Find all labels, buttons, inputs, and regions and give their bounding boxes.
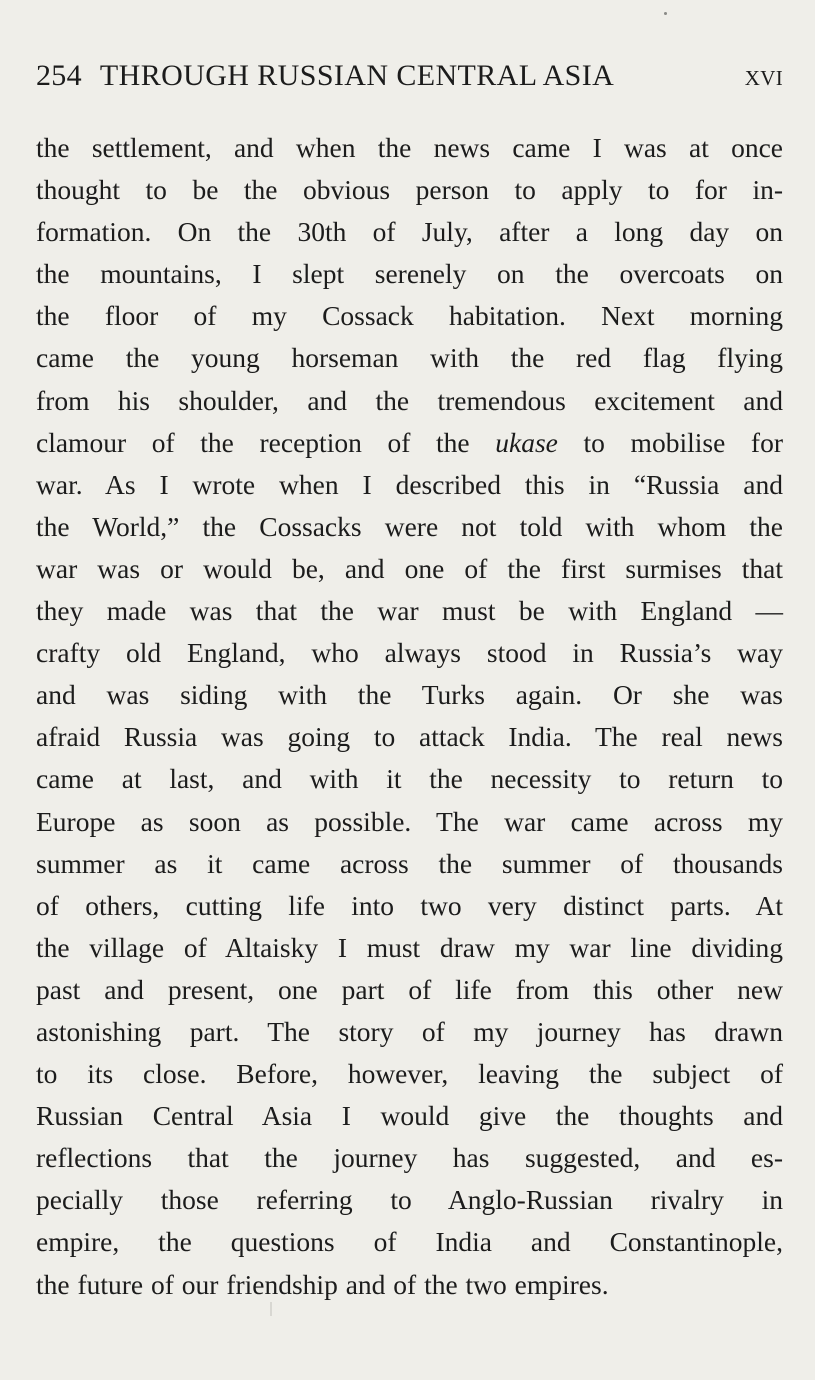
- text-line: the village of Altaisky I must draw my war line dividing: [36, 931, 783, 963]
- text-line: to its close. Before, however, leaving the subject of: [36, 1058, 783, 1090]
- text-line: Russian Central Asia I would give the thoughts and: [36, 1100, 783, 1132]
- text-line: the floor of my Cossack habitation. Next morning: [36, 300, 783, 332]
- text-line: the settlement, and when the news came I was at once: [36, 132, 783, 163]
- text-segment: clamour of the reception of the: [36, 426, 496, 458]
- text-line: war was or would be, and one of the first surmises that: [36, 552, 783, 584]
- text-line: reflections that the journey has suggested, and es-: [36, 1142, 783, 1174]
- text-line: war. As I wrote when I described this in “Russia and: [36, 468, 783, 500]
- text-line: came the young horseman with the red flag flying: [36, 342, 783, 374]
- text-line: thought to be the obvious person to apply to for in-: [36, 174, 783, 206]
- page-number: 254: [36, 59, 82, 92]
- running-title: THROUGH RUSSIAN CENTRAL ASIA: [99, 59, 615, 92]
- text-line: from his shoulder, and the tremendous excitement and: [36, 384, 783, 416]
- text-segment: to mobilise for: [557, 426, 783, 458]
- text-line: [36, 422, 783, 464]
- running-head: [36, 56, 783, 100]
- text-line: of others, cutting life into two very distinct parts. At: [36, 889, 783, 921]
- text-line: and was siding with the Turks again. Or she was: [36, 679, 783, 711]
- text-line: past and present, one part of life from this other new: [36, 973, 783, 1005]
- body-text: [36, 127, 783, 1306]
- text-line: formation. On the 30th of July, after a long day on: [36, 216, 783, 248]
- text-line: crafty old England, who always stood in Russia’s way: [36, 637, 783, 669]
- paper-speck: [664, 12, 667, 15]
- text-line: astonishing part. The story of my journey has drawn: [36, 1015, 783, 1047]
- text-line: the World,” the Cossacks were not told with whom the: [36, 510, 783, 542]
- italic-term: ukase: [495, 426, 558, 458]
- chapter-number: xvi: [744, 59, 783, 92]
- text-line: empire, the questions of India and Constantinople,: [36, 1226, 783, 1258]
- text-line: the future of our friendship and of the two empires.: [36, 1268, 609, 1300]
- text-line: they made was that the war must be with England —: [36, 595, 783, 627]
- text-line: came at last, and with it the necessity to return to: [36, 763, 783, 795]
- text-line: the mountains, I slept serenely on the overcoats on: [36, 258, 783, 290]
- text-line: Europe as soon as possible. The war came across my: [36, 805, 783, 837]
- book-page: [36, 56, 783, 1306]
- text-line: afraid Russia was going to attack India. The real news: [36, 721, 783, 753]
- paper-mark: [270, 1302, 272, 1316]
- text-line: pecially those referring to Anglo-Russian rivalry in: [36, 1184, 783, 1216]
- text-line: summer as it came across the summer of thousands: [36, 847, 783, 879]
